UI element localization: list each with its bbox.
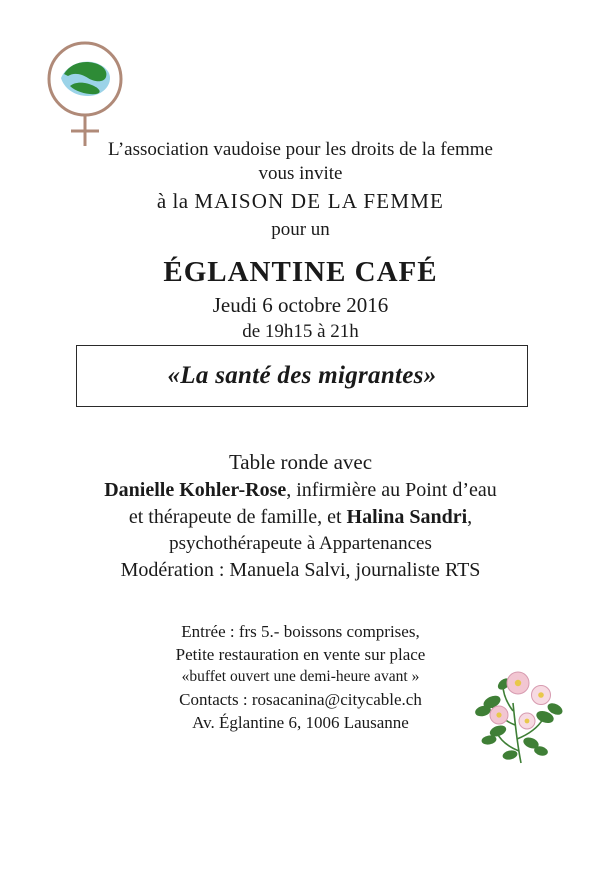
speaker-1-name: Danielle Kohler-Rose xyxy=(104,479,287,501)
panel-intro: Table ronde avec xyxy=(228,450,373,474)
panel-moderator: Modération : Manuela Salvi, journaliste RTS xyxy=(120,559,481,581)
info-address: Av. Églantine 6, 1006 Lausanne xyxy=(192,713,409,732)
page-title: ÉGLANTINE CAFÉ xyxy=(163,256,438,288)
panel-speaker-2 xyxy=(0,504,601,531)
panel-speaker-1 xyxy=(0,477,601,504)
venue-prefix: à la xyxy=(156,189,195,213)
invite-line-1: L’association vaudoise pour les droits de la femme xyxy=(107,139,493,160)
info-buffet: «buffet ouvert une demi-heure avant » xyxy=(181,668,420,685)
speaker-2-suffix: , xyxy=(467,506,473,528)
rose-illustration xyxy=(463,655,577,767)
event-date: Jeudi 6 octobre 2016 xyxy=(212,293,389,317)
theme-frame xyxy=(76,345,528,407)
event-time: de 19h15 à 21h xyxy=(242,321,359,342)
for-line: pour un xyxy=(271,219,330,240)
speaker-2-prefix: et thérapeute de famille, et xyxy=(128,506,347,528)
speaker-2-name: Halina Sandri xyxy=(346,506,468,528)
invite-line-2: vous invite xyxy=(258,163,343,184)
venue-name: MAISON DE LA FEMME xyxy=(194,189,445,213)
speaker-2-role: psychothérapeute à Appartenances xyxy=(169,533,432,554)
speaker-1-role: , infirmière au Point d’eau xyxy=(286,479,497,501)
info-contact: Contacts : rosacanina@citycable.ch xyxy=(179,690,422,709)
theme-title: «La santé des migrantes» xyxy=(167,362,437,389)
info-catering: Petite restauration en vente sur place xyxy=(175,645,426,664)
date-block xyxy=(0,292,601,344)
header-block xyxy=(0,138,601,295)
panel-block xyxy=(0,447,601,584)
venue-line xyxy=(0,186,601,216)
association-logo xyxy=(44,38,126,150)
info-price: Entrée : frs 5.- boissons comprises, xyxy=(181,622,420,641)
